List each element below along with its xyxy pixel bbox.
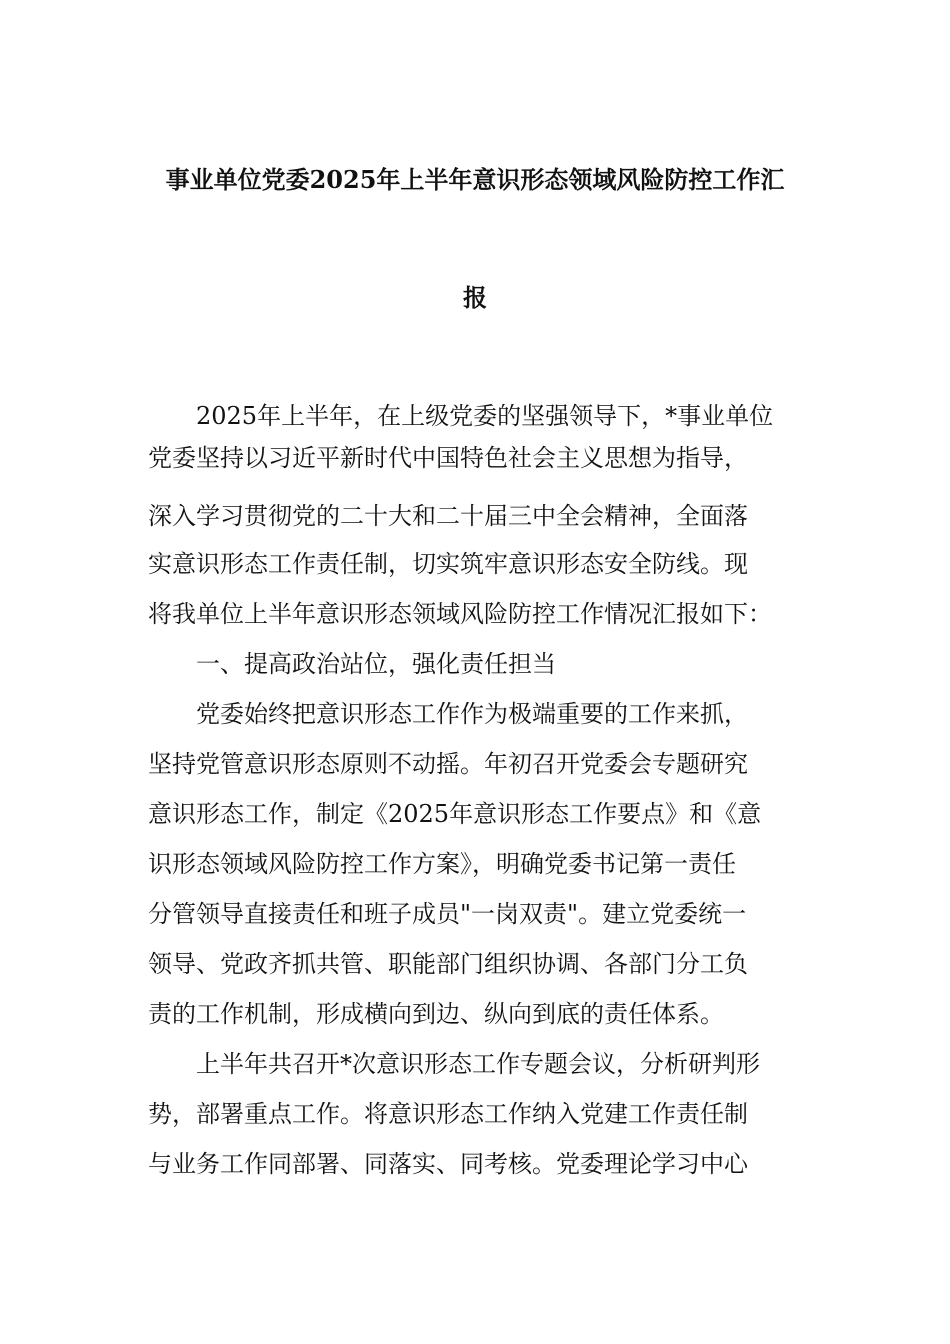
paragraph-2-line-4: 识形态领域风险防控工作方案》，明确党委书记第一责任 (148, 850, 736, 878)
paragraph-1-line-4: 实意识形态工作责任制，切实筑牢意识形态安全防线。现 (148, 550, 748, 578)
paragraph-3-line-1: 上半年共召开*次意识形态工作专题会议，分析研判形 (196, 1050, 760, 1078)
paragraph-2-line-7: 责的工作机制，形成横向到边、纵向到底的责任体系。 (148, 1000, 724, 1028)
paragraph-1-line-5: 将我单位上半年意识形态领域风险防控工作情况汇报如下： (148, 600, 772, 628)
section-heading-1: 一、提高政治站位，强化责任担当 (196, 650, 556, 678)
document-title-line-2: 报 (463, 283, 487, 312)
paragraph-2-line-3: 意识形态工作，制定《2025年意识形态工作要点》和《意 (148, 800, 762, 828)
document-title-line-1: 事业单位党委2025年上半年意识形态领域风险防控工作汇 (165, 165, 785, 194)
paragraph-3-line-2: 势，部署重点工作。将意识形态工作纳入党建工作责任制 (148, 1100, 748, 1128)
paragraph-2-line-1: 党委始终把意识形态工作作为极端重要的工作来抓， (196, 700, 748, 728)
paragraph-1-line-3: 深入学习贯彻党的二十大和二十届三中全会精神，全面落 (148, 502, 748, 530)
paragraph-2-line-5: 分管领导直接责任和班子成员"一岗双责"。建立党委统一 (148, 900, 747, 928)
paragraph-1-line-1: 2025年上半年，在上级党委的坚强领导下，*事业单位 (196, 402, 774, 430)
paragraph-2-line-6: 领导、党政齐抓共管、职能部门组织协调、各部门分工负 (148, 950, 748, 978)
paragraph-1-line-2: 党委坚持以习近平新时代中国特色社会主义思想为指导， (148, 444, 748, 472)
paragraph-2-line-2: 坚持党管意识形态原则不动摇。年初召开党委会专题研究 (148, 750, 748, 778)
paragraph-3-line-3: 与业务工作同部署、同落实、同考核。党委理论学习中心 (148, 1150, 748, 1178)
